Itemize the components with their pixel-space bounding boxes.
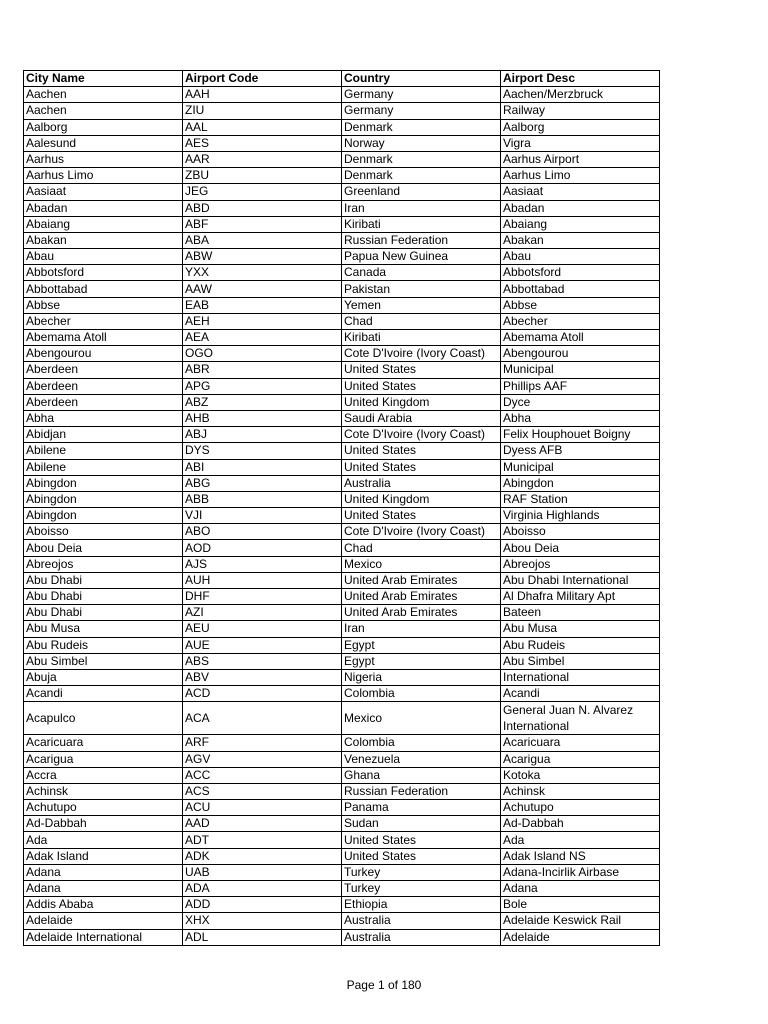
country-cell: Pakistan — [342, 281, 501, 297]
airport-code-cell: AOD — [183, 540, 342, 556]
country-cell: Ghana — [342, 767, 501, 783]
airport-desc-cell: Achinsk — [501, 783, 660, 799]
table-row — [24, 297, 660, 313]
table-row — [24, 249, 660, 265]
city-name-cell: Abreojos — [24, 556, 183, 572]
airport-code-cell: AES — [183, 135, 342, 151]
airport-desc-cell: Abu Rudeis — [501, 637, 660, 653]
airport-desc-cell: Abemama Atoll — [501, 330, 660, 346]
airport-desc-cell: Kotoka — [501, 767, 660, 783]
city-name-cell: Adelaide International — [24, 929, 183, 945]
airport-desc-cell: Felix Houphouet Boigny — [501, 427, 660, 443]
table-row — [24, 443, 660, 459]
table-row — [24, 800, 660, 816]
airport-code-cell: AAL — [183, 119, 342, 135]
airport-code-cell: AAH — [183, 87, 342, 103]
country-cell: Sudan — [342, 816, 501, 832]
city-name-cell: Abengourou — [24, 346, 183, 362]
table-row — [24, 751, 660, 767]
city-name-cell: Acaricuara — [24, 735, 183, 751]
table-row — [24, 378, 660, 394]
airport-code-cell: AAR — [183, 151, 342, 167]
airport-code-cell: ABA — [183, 232, 342, 248]
airport-desc-cell: Aarhus Airport — [501, 151, 660, 167]
table-row — [24, 427, 660, 443]
airport-code-cell: ABG — [183, 475, 342, 491]
country-cell: Australia — [342, 929, 501, 945]
airport-desc-cell: Abbottabad — [501, 281, 660, 297]
airport-desc-cell: Abreojos — [501, 556, 660, 572]
city-name-cell: Abu Dhabi — [24, 589, 183, 605]
airport-desc-cell: Bole — [501, 897, 660, 913]
city-name-cell: Accra — [24, 767, 183, 783]
table-row — [24, 881, 660, 897]
city-name-cell: Abakan — [24, 232, 183, 248]
airport-table — [23, 70, 660, 946]
airport-desc-cell: Abha — [501, 410, 660, 426]
table-row — [24, 330, 660, 346]
airport-code-cell: ABB — [183, 491, 342, 507]
table-row — [24, 864, 660, 880]
table-row — [24, 556, 660, 572]
country-cell: Papua New Guinea — [342, 249, 501, 265]
city-name-cell: Adak Island — [24, 848, 183, 864]
country-cell: United States — [342, 378, 501, 394]
country-cell: Kiribati — [342, 216, 501, 232]
airport-code-cell: ABV — [183, 669, 342, 685]
table-row — [24, 119, 660, 135]
airport-desc-cell: Adelaide — [501, 929, 660, 945]
country-cell: Colombia — [342, 686, 501, 702]
table-row — [24, 637, 660, 653]
city-name-cell: Abingdon — [24, 508, 183, 524]
country-cell: Yemen — [342, 297, 501, 313]
table-row — [24, 735, 660, 751]
airport-code-cell: EAB — [183, 297, 342, 313]
page-number: Page 1 of 180 — [346, 978, 422, 992]
country-cell: United States — [342, 459, 501, 475]
airport-desc-cell: Virginia Highlands — [501, 508, 660, 524]
airport-code-cell: ABZ — [183, 394, 342, 410]
airport-desc-cell: Abou Deia — [501, 540, 660, 556]
airport-desc-cell: Abecher — [501, 313, 660, 329]
table-row — [24, 702, 660, 735]
airport-desc-cell: Abu Simbel — [501, 653, 660, 669]
country-cell: Egypt — [342, 637, 501, 653]
airport-code-cell: AEA — [183, 330, 342, 346]
table-body — [24, 87, 660, 946]
table-row — [24, 913, 660, 929]
country-cell: Cote D'Ivoire (Ivory Coast) — [342, 346, 501, 362]
airport-code-cell: YXX — [183, 265, 342, 281]
country-cell: Panama — [342, 800, 501, 816]
country-cell: Iran — [342, 621, 501, 637]
table-row — [24, 767, 660, 783]
airport-code-cell: UAB — [183, 864, 342, 880]
city-name-cell: Ada — [24, 832, 183, 848]
airport-code-cell: APG — [183, 378, 342, 394]
country-cell: Turkey — [342, 864, 501, 880]
city-name-cell: Abidjan — [24, 427, 183, 443]
city-name-cell: Abu Musa — [24, 621, 183, 637]
table-row — [24, 572, 660, 588]
airport-desc-cell: Abu Dhabi International — [501, 572, 660, 588]
country-cell: Turkey — [342, 881, 501, 897]
airport-code-cell: ABJ — [183, 427, 342, 443]
airport-code-cell: AZI — [183, 605, 342, 621]
airport-code-cell: ACU — [183, 800, 342, 816]
airport-desc-cell: Abingdon — [501, 475, 660, 491]
airport-desc-cell: Acandi — [501, 686, 660, 702]
country-cell: United States — [342, 443, 501, 459]
header-city-name: City Name — [24, 71, 183, 87]
city-name-cell: Abilene — [24, 443, 183, 459]
table-row — [24, 362, 660, 378]
country-cell: Colombia — [342, 735, 501, 751]
airport-desc-cell: Adana — [501, 881, 660, 897]
country-cell: Ethiopia — [342, 897, 501, 913]
airport-code-cell: OGO — [183, 346, 342, 362]
table-row — [24, 410, 660, 426]
airport-code-cell: ADD — [183, 897, 342, 913]
country-cell: Egypt — [342, 653, 501, 669]
city-name-cell: Acarigua — [24, 751, 183, 767]
airport-desc-cell: Adana-Incirlik Airbase — [501, 864, 660, 880]
airport-code-cell: ARF — [183, 735, 342, 751]
country-cell: Russian Federation — [342, 783, 501, 799]
airport-desc-cell: Dyce — [501, 394, 660, 410]
city-name-cell: Acapulco — [24, 702, 183, 735]
airport-desc-cell: Abadan — [501, 200, 660, 216]
airport-code-cell: AEU — [183, 621, 342, 637]
city-name-cell: Addis Ababa — [24, 897, 183, 913]
airport-desc-cell: Municipal — [501, 459, 660, 475]
country-cell: Germany — [342, 103, 501, 119]
country-cell: Denmark — [342, 119, 501, 135]
airport-desc-cell: Abau — [501, 249, 660, 265]
table-row — [24, 151, 660, 167]
country-cell: Cote D'Ivoire (Ivory Coast) — [342, 524, 501, 540]
country-cell: Nigeria — [342, 669, 501, 685]
airport-code-cell: ACC — [183, 767, 342, 783]
table-row — [24, 232, 660, 248]
country-cell: Denmark — [342, 151, 501, 167]
city-name-cell: Aasiaat — [24, 184, 183, 200]
country-cell: United Kingdom — [342, 394, 501, 410]
airport-code-cell: ZIU — [183, 103, 342, 119]
table-row — [24, 686, 660, 702]
table-row — [24, 184, 660, 200]
country-cell: Cote D'Ivoire (Ivory Coast) — [342, 427, 501, 443]
airport-desc-cell: Phillips AAF — [501, 378, 660, 394]
airport-desc-cell: Al Dhafra Military Apt — [501, 589, 660, 605]
airport-code-cell: ACA — [183, 702, 342, 735]
city-name-cell: Ad-Dabbah — [24, 816, 183, 832]
city-name-cell: Abau — [24, 249, 183, 265]
country-cell: Australia — [342, 475, 501, 491]
table-row — [24, 216, 660, 232]
city-name-cell: Abu Dhabi — [24, 572, 183, 588]
header-airport-code: Airport Code — [183, 71, 342, 87]
country-cell: Mexico — [342, 702, 501, 735]
country-cell: United Arab Emirates — [342, 589, 501, 605]
airport-desc-cell: Bateen — [501, 605, 660, 621]
airport-desc-cell: Abbotsford — [501, 265, 660, 281]
city-name-cell: Abu Rudeis — [24, 637, 183, 653]
city-name-cell: Aberdeen — [24, 378, 183, 394]
city-name-cell: Abu Simbel — [24, 653, 183, 669]
country-cell: United States — [342, 832, 501, 848]
country-cell: Iran — [342, 200, 501, 216]
city-name-cell: Abha — [24, 410, 183, 426]
airport-code-cell: ACD — [183, 686, 342, 702]
country-cell: United States — [342, 848, 501, 864]
airport-desc-cell: Municipal — [501, 362, 660, 378]
country-cell: United Arab Emirates — [342, 572, 501, 588]
table-row — [24, 135, 660, 151]
airport-desc-cell: International — [501, 669, 660, 685]
airport-code-cell: ABS — [183, 653, 342, 669]
airport-code-cell: AUE — [183, 637, 342, 653]
table-row — [24, 475, 660, 491]
table-row — [24, 832, 660, 848]
city-name-cell: Aachen — [24, 103, 183, 119]
airport-desc-cell: Vigra — [501, 135, 660, 151]
country-cell: Denmark — [342, 168, 501, 184]
table-row — [24, 524, 660, 540]
country-cell: Venezuela — [342, 751, 501, 767]
airport-desc-cell: Aarhus Limo — [501, 168, 660, 184]
airport-desc-cell: Aachen/Merzbruck — [501, 87, 660, 103]
airport-code-cell: JEG — [183, 184, 342, 200]
table-row — [24, 816, 660, 832]
city-name-cell: Abilene — [24, 459, 183, 475]
airport-code-cell: AAW — [183, 281, 342, 297]
airport-code-cell: AHB — [183, 410, 342, 426]
city-name-cell: Achinsk — [24, 783, 183, 799]
table-row — [24, 783, 660, 799]
airport-desc-cell: Aalborg — [501, 119, 660, 135]
city-name-cell: Aalesund — [24, 135, 183, 151]
airport-code-cell: XHX — [183, 913, 342, 929]
country-cell: Kiribati — [342, 330, 501, 346]
airport-code-cell: AUH — [183, 572, 342, 588]
city-name-cell: Aberdeen — [24, 362, 183, 378]
table-row — [24, 848, 660, 864]
airport-desc-cell: Aboisso — [501, 524, 660, 540]
airport-code-cell: ABI — [183, 459, 342, 475]
country-cell: Chad — [342, 540, 501, 556]
airport-code-cell: ZBU — [183, 168, 342, 184]
airport-code-cell: AJS — [183, 556, 342, 572]
city-name-cell: Abingdon — [24, 491, 183, 507]
country-cell: United Kingdom — [342, 491, 501, 507]
city-name-cell: Abadan — [24, 200, 183, 216]
country-cell: United States — [342, 508, 501, 524]
city-name-cell: Abecher — [24, 313, 183, 329]
airport-desc-cell: Abakan — [501, 232, 660, 248]
table-row — [24, 313, 660, 329]
airport-code-cell: ABW — [183, 249, 342, 265]
airport-desc-cell: Aasiaat — [501, 184, 660, 200]
country-cell: Chad — [342, 313, 501, 329]
airport-code-cell: DYS — [183, 443, 342, 459]
city-name-cell: Acandi — [24, 686, 183, 702]
airport-code-cell: ABR — [183, 362, 342, 378]
city-name-cell: Adelaide — [24, 913, 183, 929]
table-row — [24, 605, 660, 621]
airport-code-cell: ADK — [183, 848, 342, 864]
city-name-cell: Achutupo — [24, 800, 183, 816]
table-row — [24, 540, 660, 556]
table-row — [24, 394, 660, 410]
country-cell: Saudi Arabia — [342, 410, 501, 426]
city-name-cell: Aboisso — [24, 524, 183, 540]
country-cell: Germany — [342, 87, 501, 103]
airport-desc-cell: Achutupo — [501, 800, 660, 816]
airport-code-cell: ADT — [183, 832, 342, 848]
country-cell: Canada — [342, 265, 501, 281]
airport-code-cell: ABD — [183, 200, 342, 216]
airport-code-cell: AAD — [183, 816, 342, 832]
airport-code-cell: ABF — [183, 216, 342, 232]
city-name-cell: Aberdeen — [24, 394, 183, 410]
city-name-cell: Aarhus — [24, 151, 183, 167]
country-cell: United Arab Emirates — [342, 605, 501, 621]
country-cell: Russian Federation — [342, 232, 501, 248]
airport-code-cell: AEH — [183, 313, 342, 329]
city-name-cell: Abuja — [24, 669, 183, 685]
airport-desc-cell: RAF Station — [501, 491, 660, 507]
airport-desc-cell: Dyess AFB — [501, 443, 660, 459]
city-name-cell: Adana — [24, 881, 183, 897]
table-row — [24, 459, 660, 475]
airport-desc-cell: Acaricuara — [501, 735, 660, 751]
airport-code-cell: ADA — [183, 881, 342, 897]
country-cell: Mexico — [342, 556, 501, 572]
table-row — [24, 103, 660, 119]
table-row — [24, 621, 660, 637]
table-row — [24, 87, 660, 103]
city-name-cell: Abou Deia — [24, 540, 183, 556]
table-row — [24, 346, 660, 362]
city-name-cell: Abaiang — [24, 216, 183, 232]
table-row — [24, 265, 660, 281]
city-name-cell: Abbse — [24, 297, 183, 313]
table-row — [24, 508, 660, 524]
airport-code-cell: ABO — [183, 524, 342, 540]
airport-desc-cell: Abbse — [501, 297, 660, 313]
airport-code-cell: ACS — [183, 783, 342, 799]
table-row — [24, 653, 660, 669]
city-name-cell: Aalborg — [24, 119, 183, 135]
city-name-cell: Aarhus Limo — [24, 168, 183, 184]
airport-desc-cell: General Juan N. Alvarez International — [501, 702, 660, 735]
airport-code-cell: AGV — [183, 751, 342, 767]
airport-desc-cell: Abengourou — [501, 346, 660, 362]
city-name-cell: Aachen — [24, 87, 183, 103]
city-name-cell: Abu Dhabi — [24, 605, 183, 621]
header-country: Country — [342, 71, 501, 87]
country-cell: United States — [342, 362, 501, 378]
table-row — [24, 669, 660, 685]
airport-desc-cell: Acarigua — [501, 751, 660, 767]
airport-desc-cell: Ad-Dabbah — [501, 816, 660, 832]
airport-desc-cell: Ada — [501, 832, 660, 848]
table-row — [24, 491, 660, 507]
airport-desc-cell: Adelaide Keswick Rail — [501, 913, 660, 929]
table-row — [24, 589, 660, 605]
city-name-cell: Abbotsford — [24, 265, 183, 281]
city-name-cell: Adana — [24, 864, 183, 880]
country-cell: Greenland — [342, 184, 501, 200]
country-cell: Norway — [342, 135, 501, 151]
country-cell: Australia — [342, 913, 501, 929]
table-row — [24, 897, 660, 913]
table-header-row — [24, 71, 660, 87]
airport-desc-cell: Railway — [501, 103, 660, 119]
airport-desc-cell: Adak Island NS — [501, 848, 660, 864]
airport-code-cell: DHF — [183, 589, 342, 605]
city-name-cell: Abingdon — [24, 475, 183, 491]
city-name-cell: Abemama Atoll — [24, 330, 183, 346]
airport-desc-cell: Abaiang — [501, 216, 660, 232]
table-row — [24, 281, 660, 297]
airport-code-cell: ADL — [183, 929, 342, 945]
table-row — [24, 200, 660, 216]
header-airport-desc: Airport Desc — [501, 71, 660, 87]
airport-code-cell: VJI — [183, 508, 342, 524]
table-row — [24, 929, 660, 945]
table-row — [24, 168, 660, 184]
airport-desc-cell: Abu Musa — [501, 621, 660, 637]
city-name-cell: Abbottabad — [24, 281, 183, 297]
